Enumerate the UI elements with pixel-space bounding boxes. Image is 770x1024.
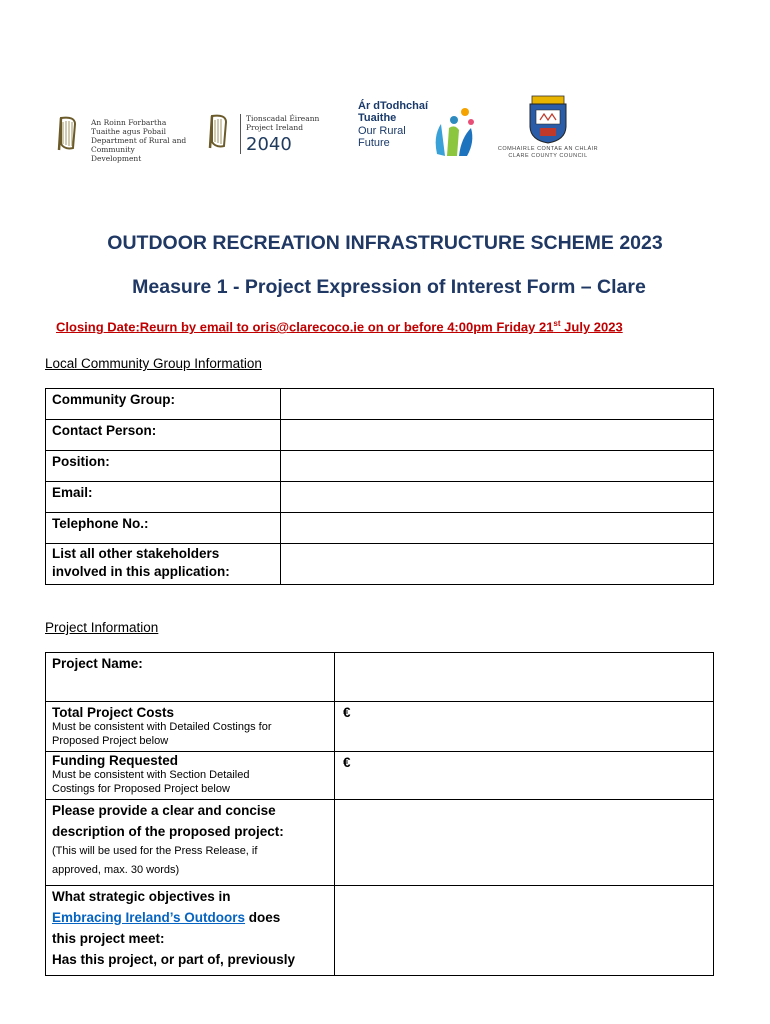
community-group-field[interactable] <box>281 389 714 420</box>
email-label: Email: <box>46 482 281 513</box>
dept-line2: Tuaithe agus Pobail <box>91 127 167 136</box>
funding-note-line2: Costings for Proposed Project below <box>52 783 230 795</box>
table-row <box>46 451 714 482</box>
dept-line3: Department of Rural and <box>91 136 187 145</box>
logo-strip <box>0 92 770 172</box>
table-row <box>46 653 714 702</box>
closing-date-notice: Closing Date:Reurn by email to oris@clarecoco.ie on or before 4:00pm Friday 21st July 2023 <box>56 319 623 335</box>
harp-icon <box>206 112 230 152</box>
embracing-irelands-outdoors-link[interactable]: Embracing Ireland’s Outdoors <box>52 910 246 925</box>
stakeholders-field[interactable] <box>281 544 714 585</box>
project-name-label: Project Name: <box>52 656 143 671</box>
table-row <box>46 513 714 544</box>
page-subtitle: Measure 1 - Project Expression of Interest Form – Clare <box>132 276 646 298</box>
table-row <box>46 389 714 420</box>
pi-line1: Tionscadal Éireann <box>246 114 320 123</box>
crest-icon <box>526 94 570 144</box>
project-information-table <box>45 652 714 976</box>
clare-county-council-logo <box>496 94 600 164</box>
description-label-line2: description of the proposed project: <box>52 824 284 839</box>
position-label: Position: <box>46 451 281 482</box>
funding-requested-label: Funding Requested <box>52 753 178 768</box>
strategic-objectives-label-line1: What strategic objectives in <box>52 889 231 904</box>
email-field[interactable] <box>281 482 714 513</box>
harp-icon <box>55 114 79 154</box>
table-row <box>46 752 714 800</box>
page-title: OUTDOOR RECREATION INFRASTRUCTURE SCHEME 2023 <box>107 232 663 254</box>
contact-person-field[interactable] <box>281 420 714 451</box>
section-heading-project-information: Project Information <box>45 620 159 635</box>
dept-line4: Community Development <box>91 145 142 163</box>
pi-year: 2040 <box>246 134 292 155</box>
table-row <box>46 702 714 752</box>
rf-line4: Future <box>358 137 390 149</box>
cc-line1: COMHAIRLE CONTAE AN CHLÁIR <box>497 146 599 152</box>
funding-note-line1: Must be consistent with Section Detailed <box>52 769 250 781</box>
total-costs-label: Total Project Costs <box>52 705 175 720</box>
community-group-label: Community Group: <box>46 389 281 420</box>
total-costs-field[interactable]: € <box>335 702 714 752</box>
table-row <box>46 800 714 886</box>
description-note-line2: approved, max. 30 words) <box>52 864 180 876</box>
project-name-field[interactable] <box>335 653 714 702</box>
strategic-objectives-field[interactable] <box>335 886 714 976</box>
strategic-objectives-label-line3: this project meet: <box>52 931 165 946</box>
rf-line1: Ár dTodhchaí <box>358 100 429 112</box>
department-logo <box>55 114 187 163</box>
contact-person-label: Contact Person: <box>46 420 281 451</box>
table-row <box>46 420 714 451</box>
stakeholders-label: List all other stakeholders involved in this application: <box>46 544 281 585</box>
position-field[interactable] <box>281 451 714 482</box>
section-heading-community-group: Local Community Group Information <box>45 356 262 371</box>
telephone-label: Telephone No.: <box>46 513 281 544</box>
community-group-table <box>45 388 714 585</box>
description-note-line1: (This will be used for the Press Release, if <box>52 845 258 857</box>
rf-line2: Tuaithe <box>358 112 397 124</box>
total-costs-note-line1: Must be consistent with Detailed Costings for <box>52 721 272 733</box>
project-ireland-logo <box>206 112 321 156</box>
pi-line2: Project Ireland <box>246 123 303 132</box>
funding-requested-field[interactable]: € <box>335 752 714 800</box>
description-field[interactable] <box>335 800 714 886</box>
cc-line2: CLARE COUNTY COUNCIL <box>508 153 588 159</box>
rural-future-logo <box>358 100 483 166</box>
table-row <box>46 544 714 585</box>
people-emblem-icon <box>431 106 479 162</box>
total-costs-note-line2: Proposed Project below <box>52 735 169 747</box>
previously-label: Has this project, or part of, previously <box>52 952 296 967</box>
description-label-line1: Please provide a clear and concise <box>52 803 276 818</box>
table-row: What strategic objectives in Embracing Ireland’s Outdoors does this project meet: Has this project, or part of, previously <box>46 886 714 976</box>
telephone-field[interactable] <box>281 513 714 544</box>
table-row <box>46 482 714 513</box>
rf-line3: Our Rural <box>358 125 406 137</box>
dept-line1: An Roinn Forbartha <box>91 118 167 127</box>
